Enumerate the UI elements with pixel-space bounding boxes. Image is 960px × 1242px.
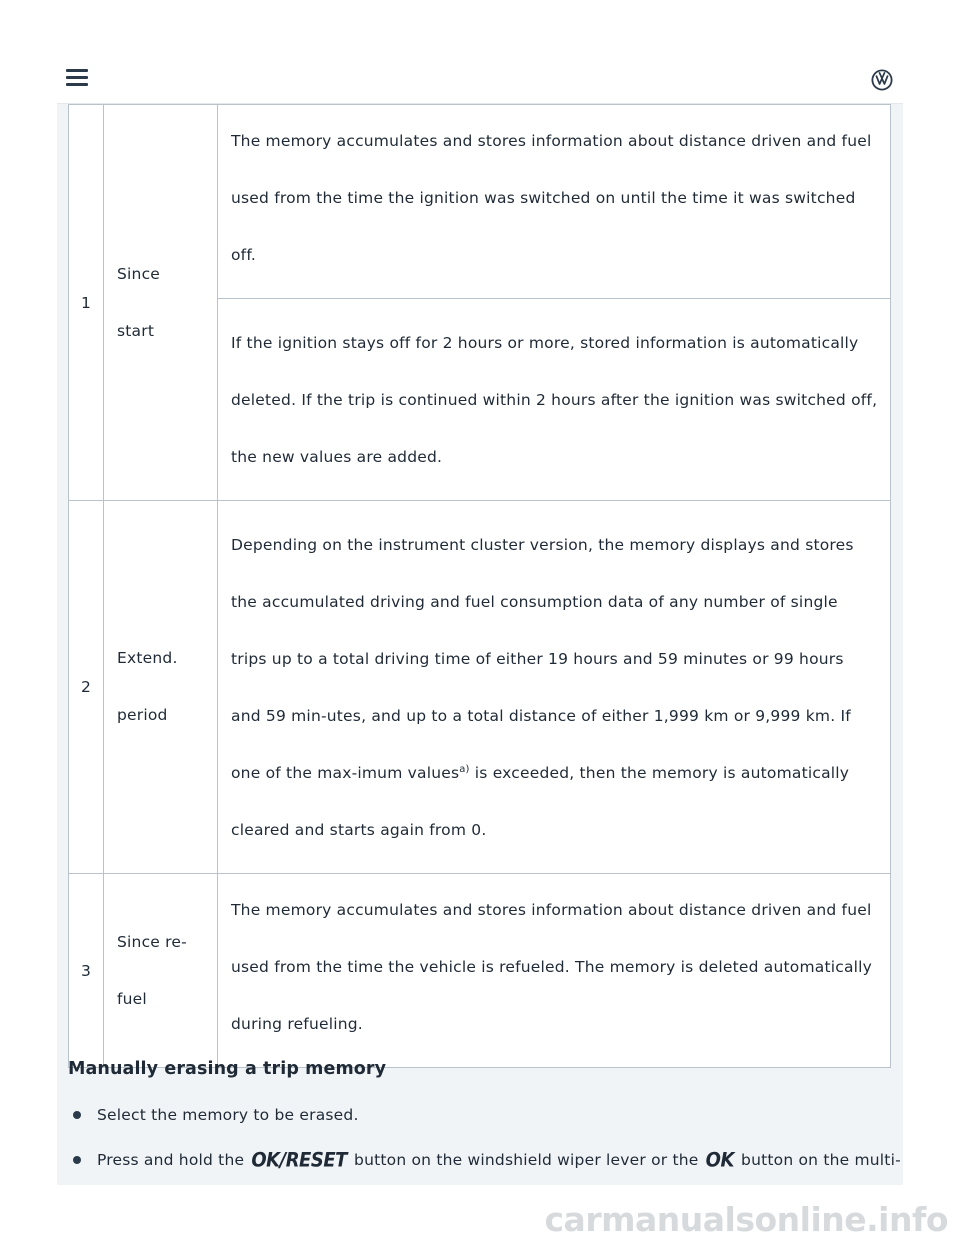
description-text: The memory accumulates and stores information about distance driven and fuel used from the time the ignition was switched on until the time it was switched off. <box>231 132 872 264</box>
memory-name <box>104 501 218 874</box>
memory-description <box>218 105 891 299</box>
description-text: The memory accumulates and stores information about distance driven and fuel used from the time the vehicle is refueled. The memory is deleted automatically during refueling. <box>231 901 873 1033</box>
list-item <box>68 1101 901 1146</box>
table-row <box>69 105 891 299</box>
memory-description <box>218 874 891 1068</box>
table-row <box>69 501 891 874</box>
memory-name <box>104 874 218 1068</box>
table-row <box>69 874 891 1068</box>
memory-name <box>104 105 218 501</box>
instruction-list <box>68 1101 901 1191</box>
step-text: button on the multi- <box>741 1151 901 1169</box>
step-text: button on the windshield wiper lever or the <box>354 1151 699 1169</box>
bullet-icon <box>73 1156 81 1164</box>
memory-name-line: Since <box>117 264 161 283</box>
manual-content <box>57 104 903 1185</box>
step-text: Press and hold the <box>97 1151 245 1169</box>
trip-memory-table <box>68 104 891 1068</box>
step-text: Select the memory to be erased. <box>97 1106 359 1124</box>
memory-name-line: start <box>117 321 155 340</box>
description-text <box>231 517 878 859</box>
section-title: Manually erasing a trip memory <box>68 1059 387 1079</box>
row-number: 1 <box>69 105 104 501</box>
memory-description <box>218 299 891 501</box>
row-number: 3 <box>69 874 104 1068</box>
ok-key-icon: OK <box>705 1148 734 1172</box>
bullet-icon <box>73 1111 81 1119</box>
description-text-part: is exceeded, then the memory is automatically cleared and starts again from 0. <box>231 764 850 839</box>
footnote-marker[interactable]: a) <box>459 763 470 775</box>
memory-name-line: Since re- <box>117 932 187 951</box>
ok-reset-key-icon: OK/RESET <box>251 1148 347 1172</box>
description-text: If the ignition stays off for 2 hours or more, stored information is automatically deleted. If the trip is continued within 2 hours after the ignition was switched off, the new values are added. <box>231 334 878 466</box>
memory-name-line: fuel <box>117 989 147 1008</box>
app-header <box>57 57 903 104</box>
list-item <box>68 1146 901 1191</box>
memory-name-line: period <box>117 706 168 724</box>
memory-name-line: Extend. <box>117 649 178 667</box>
volkswagen-logo-icon[interactable] <box>871 69 893 91</box>
watermark: carmanualsonline.info <box>544 1200 948 1239</box>
hamburger-menu-icon[interactable] <box>66 69 88 87</box>
description-text-part: Depending on the instrument cluster version, the memory displays and stores the accumulated driving and fuel consumption data of any number of single trips up to a total driving time of either 19 hours and 59 minutes or 99 hours and 59 min-utes, and up to a total distance of either 1,999 km or 9,999 km. If one of the max-imum values <box>231 536 854 782</box>
memory-description <box>218 501 891 874</box>
row-number: 2 <box>69 501 104 874</box>
